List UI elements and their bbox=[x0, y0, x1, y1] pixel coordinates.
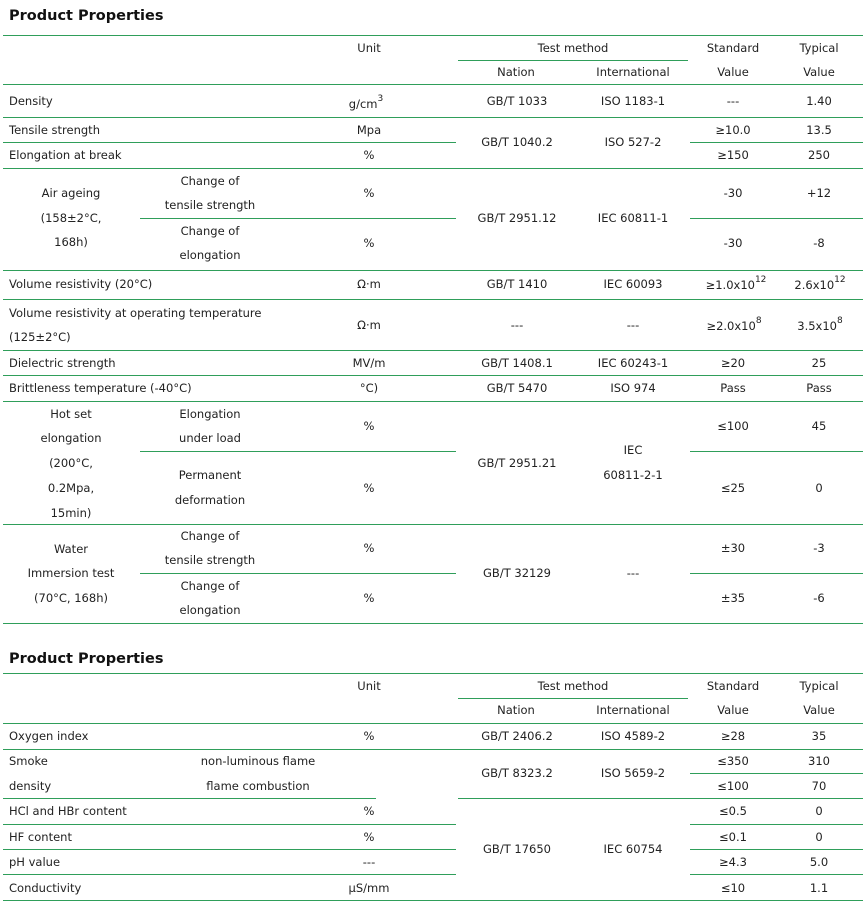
water-sub1: Change of bbox=[180, 529, 240, 543]
header-nation: Nation bbox=[497, 65, 535, 79]
smoke-sub2: flame combustion bbox=[206, 779, 310, 793]
header-unit: Unit bbox=[357, 41, 381, 55]
air-ageing-sub1-std: -30 bbox=[723, 186, 743, 200]
conductivity-std: ≤10 bbox=[720, 881, 746, 895]
tensile-elong-nation: GB/T 1040.2 bbox=[481, 135, 553, 149]
divider bbox=[3, 723, 863, 724]
air-ageing-label: Air ageing bbox=[41, 186, 101, 200]
dielectric-std: ≥20 bbox=[720, 356, 746, 370]
hot-set-intl-1: IEC bbox=[623, 443, 643, 457]
vol-res-op-std: $\ge 2.0x10^8$ bbox=[706, 316, 762, 333]
t2-header-nation: Nation bbox=[497, 703, 535, 717]
divider bbox=[3, 824, 456, 825]
smoke-typ-2: 70 bbox=[811, 779, 827, 793]
row-label-conductivity: Conductivity bbox=[9, 881, 82, 895]
vol-res-op-typ: $3.5x10^8$ bbox=[797, 316, 843, 333]
divider bbox=[690, 849, 863, 850]
dielectric-intl: IEC 60243-1 bbox=[597, 356, 669, 370]
dielectric-typ: 25 bbox=[811, 356, 827, 370]
water-label: Water bbox=[54, 542, 88, 556]
water-sub1b: tensile strength bbox=[164, 553, 256, 567]
divider bbox=[690, 824, 863, 825]
smoke-std-2: ≤100 bbox=[717, 779, 749, 793]
brittleness-nation: GB/T 5470 bbox=[486, 381, 548, 395]
air-ageing-sub2b: elongation bbox=[179, 248, 241, 262]
elongation-typ: 250 bbox=[808, 148, 830, 162]
divider bbox=[3, 299, 863, 300]
air-ageing-sub2-std: -30 bbox=[723, 236, 743, 250]
air-ageing-sub1-typ: +12 bbox=[806, 186, 832, 200]
t2-header-test-method: Test method bbox=[537, 679, 609, 693]
water-sub1-typ: -3 bbox=[813, 541, 825, 555]
row-label-ph: pH value bbox=[9, 855, 61, 869]
divider bbox=[690, 874, 863, 875]
hot-set-sub2-typ: 0 bbox=[815, 481, 823, 495]
row-label-hf: HF content bbox=[9, 830, 72, 844]
divider bbox=[140, 573, 456, 574]
hot-set-sub1-typ: 45 bbox=[811, 419, 827, 433]
water-label-2: Immersion test bbox=[27, 566, 115, 580]
hot-set-sub2: Permanent bbox=[178, 468, 242, 482]
hot-set-sub2b: deformation bbox=[174, 493, 246, 507]
smoke-typ-1: 310 bbox=[808, 754, 830, 768]
water-sub1-std: ±30 bbox=[720, 541, 746, 555]
divider bbox=[458, 60, 688, 61]
hot-set-nation: GB/T 2951.21 bbox=[477, 456, 557, 470]
density-nation: GB/T 1033 bbox=[486, 94, 548, 108]
brittleness-typ: Pass bbox=[806, 381, 832, 395]
divider bbox=[690, 142, 863, 143]
hcl-std: ≤0.5 bbox=[719, 804, 747, 818]
table2-title: Product Properties bbox=[9, 651, 164, 667]
divider bbox=[3, 401, 863, 402]
divider bbox=[140, 451, 456, 452]
divider bbox=[3, 142, 456, 143]
air-ageing-sub1: Change of bbox=[180, 174, 240, 188]
density-unit: $g/cm^3$ bbox=[348, 94, 384, 111]
density-std: --- bbox=[726, 94, 740, 108]
water-sub2-unit: % bbox=[363, 591, 375, 605]
row-label-dielectric: Dielectric strength bbox=[9, 356, 116, 370]
air-ageing-cond: (158±2°C, bbox=[40, 211, 102, 225]
row-label-smoke-density: density bbox=[9, 779, 52, 793]
row-label-density: Density bbox=[9, 94, 53, 108]
hot-set-sub1-unit: % bbox=[363, 419, 375, 433]
divider bbox=[3, 874, 456, 875]
elongation-unit: % bbox=[363, 148, 375, 162]
table1-title: Product Properties bbox=[9, 8, 164, 24]
tensile-elong-intl: ISO 527-2 bbox=[604, 135, 662, 149]
air-ageing-sub1b: tensile strength bbox=[164, 198, 256, 212]
hot-set-sub2-unit: % bbox=[363, 481, 375, 495]
row-label-tensile: Tensile strength bbox=[9, 123, 100, 137]
water-sub2-typ: -6 bbox=[813, 591, 825, 605]
smoke-nation: GB/T 8323.2 bbox=[481, 766, 553, 780]
ph-typ: 5.0 bbox=[809, 855, 829, 869]
conductivity-typ: 1.1 bbox=[809, 881, 829, 895]
smoke-sub1: non-luminous flame bbox=[200, 754, 316, 768]
row-label-vol-res: Volume resistivity (20°C) bbox=[9, 277, 153, 291]
oxygen-std: ≥28 bbox=[720, 729, 746, 743]
t2-header-international: International bbox=[596, 703, 670, 717]
divider bbox=[458, 698, 688, 699]
divider bbox=[3, 623, 863, 624]
vol-res-unit: Ω·m bbox=[357, 277, 381, 291]
divider bbox=[3, 375, 863, 376]
tensile-std: ≥10.0 bbox=[715, 123, 751, 137]
divider bbox=[3, 849, 456, 850]
vol-res-intl: IEC 60093 bbox=[603, 277, 663, 291]
hot-set-sub2-std: ≤25 bbox=[720, 481, 746, 495]
air-ageing-sub1-unit: % bbox=[363, 186, 375, 200]
vol-res-op-intl: --- bbox=[626, 318, 640, 332]
row-label-hcl: HCl and HBr content bbox=[9, 804, 127, 818]
vol-res-typ: $2.6x10^{12}$ bbox=[794, 275, 846, 292]
divider bbox=[3, 900, 863, 901]
divider bbox=[3, 673, 863, 674]
vol-res-std: $\ge 1.0x10^{12}$ bbox=[705, 275, 767, 292]
tensile-unit: Mpa bbox=[356, 123, 382, 137]
t2-header-unit: Unit bbox=[357, 679, 381, 693]
t2-header-typical-value: Value bbox=[803, 703, 835, 717]
header-typical-value: Value bbox=[803, 65, 835, 79]
air-ageing-time: 168h) bbox=[54, 235, 88, 249]
tensile-typ: 13.5 bbox=[806, 123, 832, 137]
hot-set-cond-1: (200°C, bbox=[49, 456, 93, 470]
t2-header-typical: Typical bbox=[799, 679, 839, 693]
divider bbox=[690, 451, 863, 452]
brittleness-unit: °C) bbox=[359, 381, 379, 395]
hf-std: ≤0.1 bbox=[719, 830, 747, 844]
hcl-typ: 0 bbox=[815, 804, 823, 818]
divider bbox=[690, 573, 863, 574]
dielectric-nation: GB/T 1408.1 bbox=[481, 356, 553, 370]
hf-typ: 0 bbox=[815, 830, 823, 844]
brittleness-intl: ISO 974 bbox=[610, 381, 656, 395]
air-ageing-sub2: Change of bbox=[180, 224, 240, 238]
hot-set-sub1: Elongation bbox=[179, 407, 241, 421]
header-standard: Standard bbox=[706, 41, 760, 55]
hot-set-label-2: elongation bbox=[40, 431, 102, 445]
vol-res-op-nation: --- bbox=[510, 318, 524, 332]
oxygen-nation: GB/T 2406.2 bbox=[481, 729, 553, 743]
oxygen-unit: % bbox=[363, 729, 375, 743]
ph-unit: --- bbox=[362, 855, 376, 869]
hot-set-sub1-std: ≤100 bbox=[717, 419, 749, 433]
divider bbox=[140, 218, 456, 219]
header-test-method: Test method bbox=[537, 41, 609, 55]
row-label-oxygen: Oxygen index bbox=[9, 729, 89, 743]
divider bbox=[3, 798, 376, 799]
vol-res-op-unit: Ω·m bbox=[357, 318, 381, 332]
water-sub2-std: ±35 bbox=[720, 591, 746, 605]
ph-std: ≥4.3 bbox=[719, 855, 747, 869]
divider bbox=[3, 117, 863, 118]
header-standard-value: Value bbox=[717, 65, 749, 79]
divider bbox=[458, 798, 863, 799]
hcl-unit: % bbox=[363, 804, 375, 818]
row-label-brittleness: Brittleness temperature (-40°C) bbox=[9, 381, 192, 395]
divider bbox=[3, 168, 863, 169]
divider bbox=[3, 749, 863, 750]
dielectric-unit: MV/m bbox=[352, 356, 386, 370]
water-sub2: Change of bbox=[180, 579, 240, 593]
header-international: International bbox=[596, 65, 670, 79]
conductivity-unit: μS/mm bbox=[348, 881, 390, 895]
air-ageing-sub2-unit: % bbox=[363, 236, 375, 250]
smoke-intl: ISO 5659-2 bbox=[600, 766, 666, 780]
row-label-elongation: Elongation at break bbox=[9, 148, 122, 162]
divider bbox=[3, 524, 863, 525]
divider bbox=[690, 773, 863, 774]
hot-set-cond-3: 15min) bbox=[50, 506, 92, 520]
vol-res-op-cond: (125±2°C) bbox=[9, 330, 71, 344]
hot-set-sub1b: under load bbox=[179, 431, 241, 445]
header-typical: Typical bbox=[799, 41, 839, 55]
water-sub1-unit: % bbox=[363, 541, 375, 555]
hot-set-label: Hot set bbox=[50, 407, 92, 421]
water-intl: --- bbox=[626, 566, 640, 580]
density-intl: ISO 1183-1 bbox=[600, 94, 666, 108]
group-intl: IEC 60754 bbox=[603, 842, 663, 856]
divider bbox=[690, 218, 863, 219]
hot-set-intl-2: 60811-2-1 bbox=[603, 468, 663, 482]
brittleness-std: Pass bbox=[720, 381, 746, 395]
group-nation: GB/T 17650 bbox=[483, 842, 551, 856]
hot-set-cond-2: 0.2Mpa, bbox=[47, 481, 95, 495]
water-sub2b: elongation bbox=[179, 603, 241, 617]
air-ageing-intl: IEC 60811-1 bbox=[597, 211, 669, 225]
oxygen-typ: 35 bbox=[811, 729, 827, 743]
hf-unit: % bbox=[363, 830, 375, 844]
smoke-std-1: ≤350 bbox=[717, 754, 749, 768]
divider bbox=[3, 350, 863, 351]
divider bbox=[3, 270, 863, 271]
water-nation: GB/T 32129 bbox=[483, 566, 551, 580]
divider bbox=[3, 84, 863, 85]
divider bbox=[3, 35, 863, 36]
vol-res-nation: GB/T 1410 bbox=[486, 277, 548, 291]
air-ageing-nation: GB/T 2951.12 bbox=[477, 211, 557, 225]
t2-header-standard-value: Value bbox=[717, 703, 749, 717]
density-typ: 1.40 bbox=[806, 94, 832, 108]
row-label-smoke: Smoke bbox=[9, 754, 48, 768]
t2-header-standard: Standard bbox=[706, 679, 760, 693]
elongation-std: ≥150 bbox=[717, 148, 749, 162]
water-cond: (70°C, 168h) bbox=[34, 591, 108, 605]
row-label-vol-res-op: Volume resistivity at operating temperature bbox=[9, 306, 262, 320]
air-ageing-sub2-typ: -8 bbox=[813, 236, 825, 250]
oxygen-intl: ISO 4589-2 bbox=[600, 729, 666, 743]
